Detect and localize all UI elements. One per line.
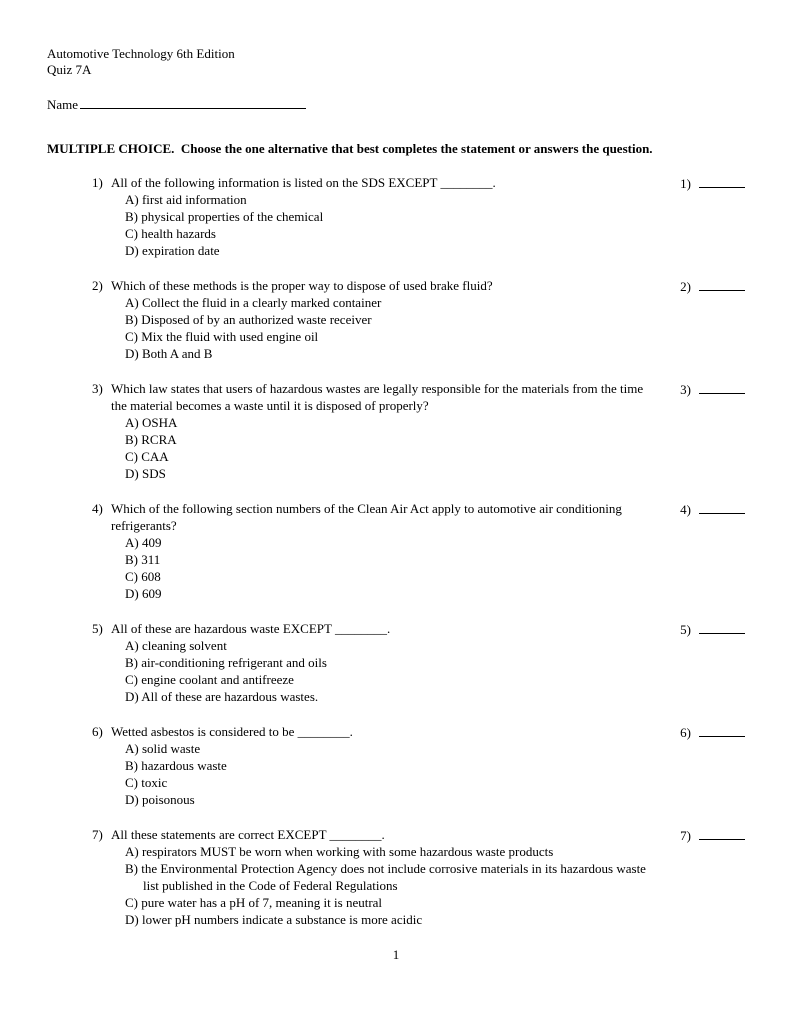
answer-area (680, 500, 745, 518)
question-number: 6) (92, 724, 103, 739)
choice-d: D) poisonous (125, 792, 195, 807)
question-7 (92, 826, 745, 928)
choice-a: A) OSHA (125, 415, 178, 430)
question-text: All these statements are correct EXCEPT ________. (111, 827, 385, 842)
page-number: 1 (392, 947, 400, 962)
answer-blank (699, 620, 745, 634)
question-number: 5) (92, 621, 103, 636)
choice-c: C) pure water has a pH of 7, meaning it is neutral (125, 895, 383, 910)
answer-number: 7) (680, 828, 691, 843)
question-number: 7) (92, 827, 103, 842)
name-row (47, 94, 745, 114)
answer-area (680, 723, 745, 741)
answer-number: 6) (680, 725, 691, 740)
answer-area (680, 826, 745, 844)
choices (125, 740, 650, 808)
choice-c: C) toxic (125, 775, 168, 790)
choice-c: C) engine coolant and antifreeze (125, 672, 294, 687)
answer-blank (699, 174, 745, 188)
question-list (47, 174, 745, 928)
document-header (47, 46, 745, 78)
choice-b: B) the Environmental Protection Agency does not include corrosive materials in its hazardous waste list published in the Code of Federal Regulations (125, 861, 646, 893)
answer-blank (699, 380, 745, 394)
answer-blank (699, 723, 745, 737)
choice-b: B) RCRA (125, 432, 177, 447)
answer-number: 5) (680, 622, 691, 637)
choices (125, 414, 650, 482)
answer-blank (699, 277, 745, 291)
name-label: Name (47, 97, 79, 112)
question-text: Wetted asbestos is considered to be ________. (111, 724, 353, 739)
choice-a: A) first aid information (125, 192, 247, 207)
answer-number: 3) (680, 382, 691, 397)
choice-a: A) cleaning solvent (125, 638, 227, 653)
choices (125, 191, 650, 259)
choice-d: D) lower pH numbers indicate a substance is more acidic (125, 912, 423, 927)
question-number: 1) (92, 175, 103, 190)
choices (125, 534, 650, 602)
answer-number: 4) (680, 502, 691, 517)
question-text: Which law states that users of hazardous wastes are legally responsible for the materials from the time the material becomes a waste until it is disposed of properly? (111, 381, 644, 413)
choice-b: B) 311 (125, 552, 161, 567)
answer-number: 1) (680, 176, 691, 191)
choice-d: D) Both A and B (125, 346, 213, 361)
question-6 (92, 723, 745, 808)
question-text: All of these are hazardous waste EXCEPT ________. (111, 621, 391, 636)
answer-area (680, 620, 745, 638)
choice-d: D) SDS (125, 466, 166, 481)
quiz-title: Quiz 7A (47, 62, 92, 77)
question-number: 2) (92, 278, 103, 293)
answer-area (680, 277, 745, 295)
choice-c: C) 608 (125, 569, 161, 584)
question-1 (92, 174, 745, 259)
choice-a: A) 409 (125, 535, 162, 550)
choices (125, 294, 650, 362)
choice-b: B) hazardous waste (125, 758, 227, 773)
choice-b: B) physical properties of the chemical (125, 209, 324, 224)
answer-area (680, 380, 745, 398)
book-title: Automotive Technology 6th Edition (47, 46, 235, 61)
choice-a: A) Collect the fluid in a clearly marked container (125, 295, 382, 310)
choice-b: B) air-conditioning refrigerant and oils (125, 655, 327, 670)
question-3 (92, 380, 745, 482)
choice-b: B) Disposed of by an authorized waste receiver (125, 312, 372, 327)
answer-blank (699, 500, 745, 514)
question-text: All of the following information is listed on the SDS EXCEPT ________. (111, 175, 496, 190)
name-blank (80, 94, 306, 109)
choice-d: D) All of these are hazardous wastes. (125, 689, 319, 704)
question-number: 4) (92, 501, 103, 516)
question-4 (92, 500, 745, 602)
choices (125, 637, 650, 705)
choice-d: D) 609 (125, 586, 162, 601)
choice-c: C) health hazards (125, 226, 216, 241)
question-text: Which of these methods is the proper way to dispose of used brake fluid? (111, 278, 493, 293)
choice-c: C) CAA (125, 449, 169, 464)
answer-blank (699, 826, 745, 840)
choice-c: C) Mix the fluid with used engine oil (125, 329, 319, 344)
answer-number: 2) (680, 279, 691, 294)
choices (125, 843, 650, 928)
answer-area (680, 174, 745, 192)
choice-a: A) solid waste (125, 741, 201, 756)
instructions: MULTIPLE CHOICE. Choose the one alternative that best completes the statement or answers the question. (47, 141, 653, 156)
question-5 (92, 620, 745, 705)
choice-d: D) expiration date (125, 243, 220, 258)
choice-a: A) respirators MUST be worn when working with some hazardous waste products (125, 844, 554, 859)
question-text: Which of the following section numbers of the Clean Air Act apply to automotive air conditioning refrigerants? (111, 501, 622, 533)
question-2 (92, 277, 745, 362)
question-number: 3) (92, 381, 103, 396)
